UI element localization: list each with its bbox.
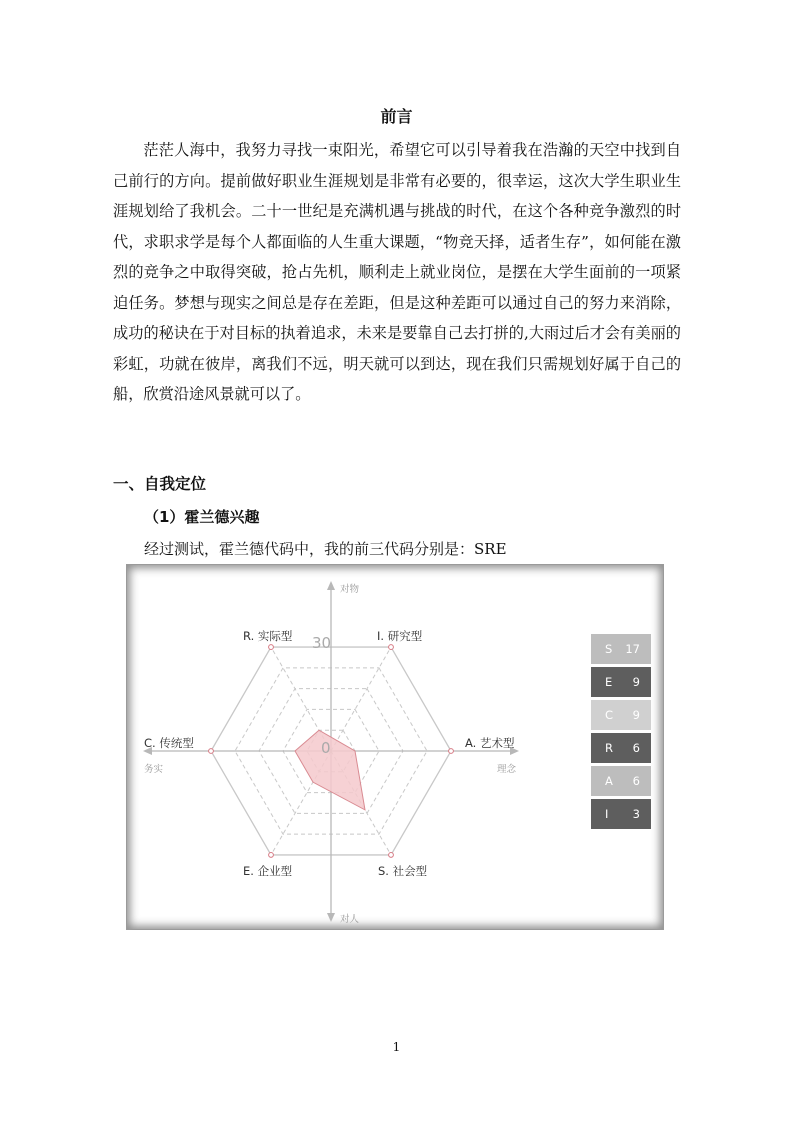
score-box-i	[591, 799, 651, 829]
preface-paragraph: 茫茫人海中，我努力寻找一束阳光，希望它可以引导着我在浩瀚的天空中找到自己前行的方向。提前做好职业生涯规划是非常有必要的，很幸运，这次大学生职业生涯规划给了我机会。二十一世纪是充满机遇与挑战的时代，在这个各种竞争激烈的时代，求职求学是每个人都面临的人生重大课题，“物竞天择，适者生存”，如何能在激烈的竞争之中取得突破，抢占先机，顺利走上就业岗位，是摆在大学生面前的一项紧迫任务。梦想与现实之间总是存在差距，但是这种差距可以通过自己的努力来消除，成功的秘诀在于对目标的执着追求，未来是要靠自己去打拼的,大雨过后才会有美丽的彩虹，功就在彼岸，离我们不远，明天就可以到达，现在我们只需规划好属于自己的船，欣赏沿途风景就可以了。	[113, 141, 681, 403]
axis-vertex-dot	[269, 853, 274, 858]
score-box-c	[591, 700, 651, 730]
score-value: 9	[632, 708, 640, 722]
axis-vertex-dot	[449, 749, 454, 754]
axis-label-i: I. 研究型	[377, 629, 423, 643]
score-code: S	[605, 642, 613, 656]
section-heading: 一、自我定位	[113, 475, 207, 493]
holland-result-text: 经过测试，霍兰德代码中，我的前三代码分别是：SRE	[144, 540, 507, 558]
down-arrow-icon	[327, 913, 335, 922]
axis-label-r: R. 实际型	[243, 629, 293, 643]
page-title: 前言	[380, 107, 413, 126]
axis-label-s: S. 社会型	[378, 864, 428, 878]
score-box-r	[591, 733, 651, 763]
page-number: 1	[392, 1040, 401, 1054]
up-arrow-icon	[327, 581, 335, 590]
axis-vertex-dot	[389, 853, 394, 858]
direction-label-right: 理念	[497, 764, 517, 775]
score-value: 17	[625, 642, 640, 656]
score-code: C	[605, 708, 614, 722]
score-value: 6	[632, 774, 640, 788]
axis-vertex-dot	[209, 749, 214, 754]
score-code: A	[605, 774, 613, 788]
score-box-s	[591, 634, 651, 664]
score-code: R	[605, 741, 613, 755]
score-code: E	[605, 675, 613, 689]
direction-label-left: 务实	[144, 764, 164, 775]
radar-chart	[127, 565, 663, 929]
score-value: 9	[632, 675, 640, 689]
grid-spoke	[331, 647, 391, 751]
axis-label-c: C. 传统型	[144, 736, 194, 750]
score-value: 3	[632, 807, 640, 821]
holland-radar-figure	[126, 564, 664, 930]
score-box-e	[591, 667, 651, 697]
subsection-heading: （1）霍兰德兴趣	[144, 508, 260, 526]
direction-label-top: 对物	[340, 584, 360, 595]
scale-min-label: 0	[321, 739, 331, 757]
scale-max-label: 30	[312, 634, 332, 652]
score-box-a	[591, 766, 651, 796]
axis-vertex-dot	[389, 645, 394, 650]
direction-label-bottom: 对人	[340, 914, 360, 925]
axis-vertex-dot	[269, 645, 274, 650]
score-code: I	[605, 807, 609, 821]
score-value: 6	[632, 741, 640, 755]
axis-label-a: A. 艺术型	[465, 736, 515, 750]
axis-label-e: E. 企业型	[243, 864, 293, 878]
